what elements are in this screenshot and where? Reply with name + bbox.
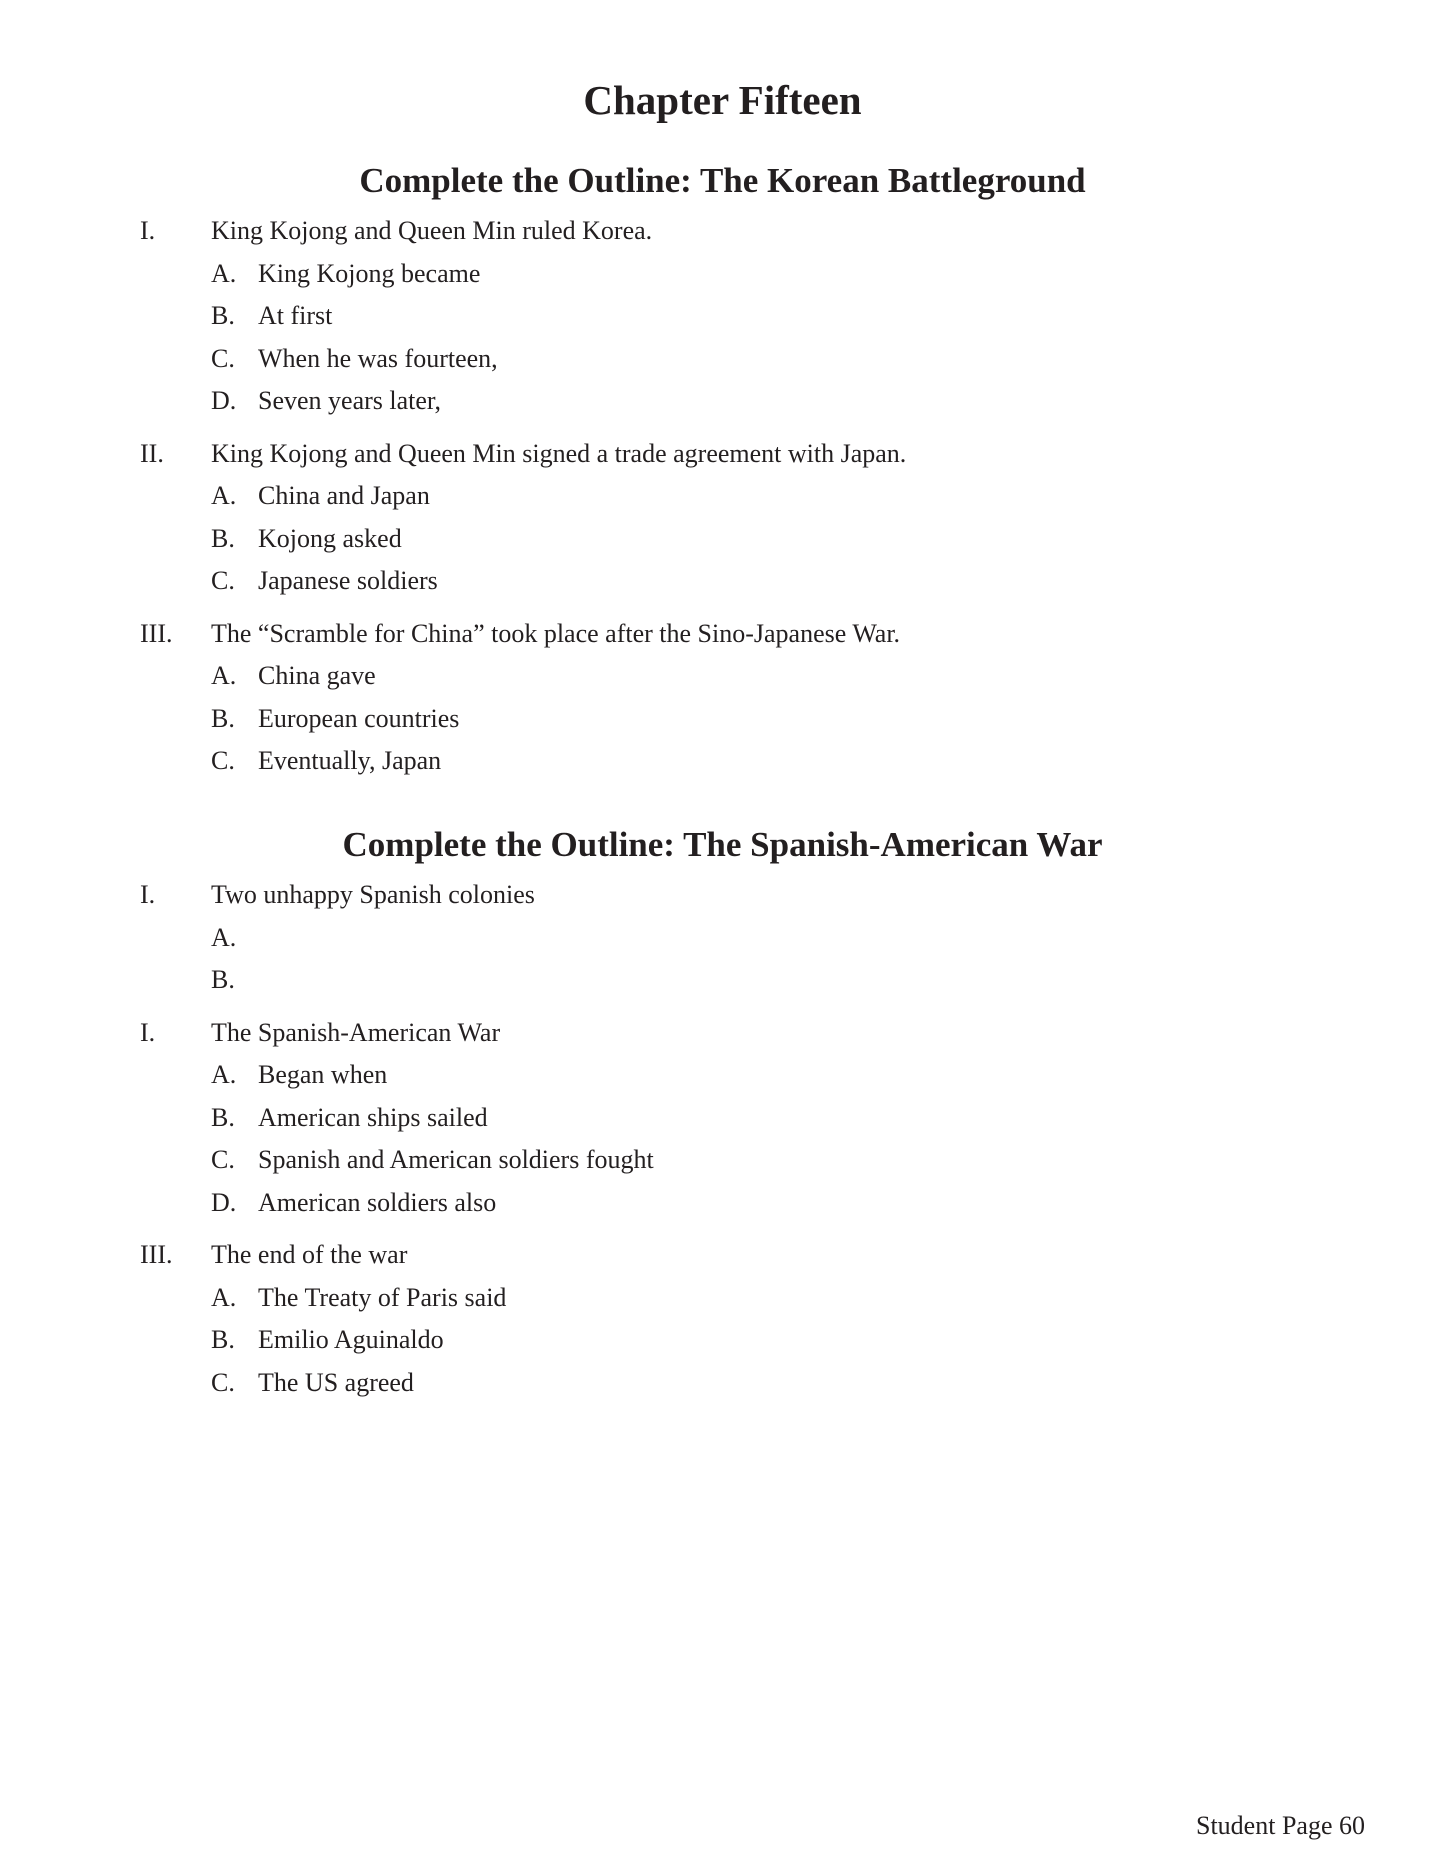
sub-item [0,1277,1445,1320]
sub-letter: B. [211,965,235,994]
section-spanish-american-war [0,822,1445,1414]
outline-item-text: Two unhappy Spanish colonies [211,880,535,909]
sub-item-text: Kojong asked [258,523,402,553]
sub-item-text: The Treaty of Paris said [258,1282,507,1312]
sub-item-text: American soldiers also [258,1187,497,1217]
roman-numeral: I. [140,216,156,245]
outline-item-text: King Kojong and Queen Min signed a trade agreement with Japan. [211,438,907,468]
sub-letter: B. [211,523,235,553]
sub-item [0,655,1445,698]
sub-letter: B. [211,1325,235,1354]
sub-item [0,1097,1445,1140]
sub-letter: A. [211,258,237,288]
sub-item-text: Japanese soldiers [258,566,438,595]
sub-item-text: Began when [258,1060,388,1089]
outline-item-text: The end of the war [211,1240,408,1269]
section-title: Complete the Outline: The Spanish-American War [342,825,1103,864]
sub-item [0,295,1445,338]
sub-letter: B. [211,301,235,330]
sub-item-text: China and Japan [258,481,430,510]
sub-item-text: The US agreed [258,1367,414,1397]
sub-item-text: When he was fourteen, [258,343,498,373]
outline-item [0,613,1445,783]
sub-item [0,740,1445,783]
sub-letter: D. [211,386,237,415]
page-number: Student Page 60 [1196,1811,1365,1840]
sub-item-text: China gave [258,661,376,690]
sub-letter: B. [211,1102,235,1132]
section-title: Complete the Outline: The Korean Battleground [359,161,1086,200]
outline-item-text: The “Scramble for China” took place after the Sino-Japanese War. [211,618,901,648]
outline-item [0,433,1445,603]
sub-item [0,1362,1445,1405]
section-korean-battleground [0,158,1445,793]
sub-item-text: American ships sailed [258,1102,488,1132]
sub-item [0,380,1445,423]
sub-item [0,1319,1445,1362]
sub-letter: C. [211,1145,235,1174]
roman-numeral: III. [140,618,173,648]
sub-letter: A. [211,481,237,510]
outline-item [0,210,1445,423]
sub-item-text: Seven years later, [258,386,442,415]
sub-item [0,1182,1445,1225]
sub-item [0,253,1445,296]
sub-letter: C. [211,1367,235,1397]
outline-item-text: King Kojong and Queen Min ruled Korea. [211,216,653,245]
roman-numeral: II. [140,438,164,468]
sub-item-text: European countries [258,703,460,733]
sub-item [0,917,1445,960]
sub-item [0,1054,1445,1097]
sub-item [0,475,1445,518]
sub-item [0,338,1445,381]
sub-item-text: Spanish and American soldiers fought [258,1145,654,1174]
sub-letter: A. [211,661,237,690]
sub-list [0,1277,1445,1405]
sub-letter: A. [211,1060,237,1089]
outline-item [0,874,1445,1002]
sub-letter: C. [211,343,235,373]
outline-item [0,1234,1445,1404]
sub-list [0,475,1445,603]
sub-list [0,917,1445,1002]
sub-item-text: Eventually, Japan [258,746,442,775]
sub-list [0,655,1445,783]
outline-item-text: The Spanish-American War [211,1017,501,1047]
sub-letter: C. [211,746,235,775]
roman-numeral: III. [140,1240,173,1269]
outline-item [0,1012,1445,1225]
sub-list [0,253,1445,423]
sub-item [0,518,1445,561]
sub-item-text: King Kojong became [258,258,481,288]
sub-item-text: Emilio Aguinaldo [258,1325,444,1354]
sub-letter: A. [211,922,237,952]
outline-list [0,210,1445,783]
roman-numeral: I. [140,1017,156,1047]
sub-item [0,698,1445,741]
sub-item-text: At first [258,301,333,330]
sub-list [0,1054,1445,1224]
sub-letter: B. [211,703,235,733]
sub-letter: C. [211,566,235,595]
chapter-title: Chapter Fifteen [583,77,862,123]
sub-item [0,959,1445,1002]
sub-item [0,560,1445,603]
sub-letter: D. [211,1187,237,1217]
outline-list [0,874,1445,1404]
sub-item [0,1139,1445,1182]
sub-letter: A. [211,1282,237,1312]
roman-numeral: I. [140,880,156,909]
